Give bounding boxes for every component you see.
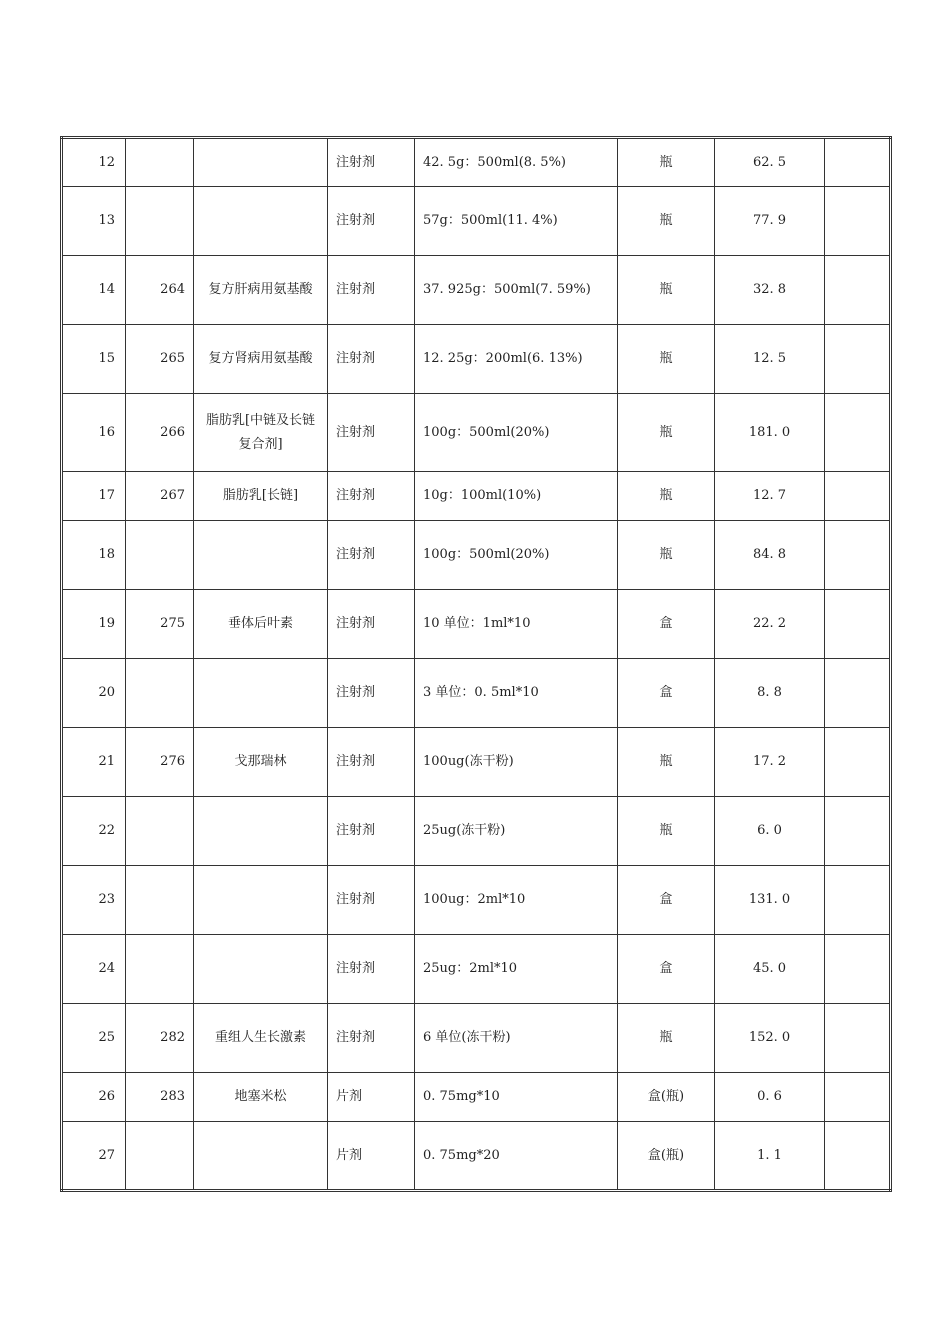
empty-cell — [825, 394, 891, 472]
row-number-cell: 12 — [62, 138, 126, 187]
specification-cell: 25ug：2ml*10 — [415, 935, 618, 1004]
empty-cell — [825, 325, 891, 394]
row-number-cell: 15 — [62, 325, 126, 394]
dosage-form-cell: 注射剂 — [328, 728, 415, 797]
package-unit-cell: 瓶 — [618, 797, 715, 866]
specification-cell: 10g：100ml(10%) — [415, 472, 618, 521]
package-unit-cell: 盒(瓶) — [618, 1122, 715, 1191]
empty-cell — [825, 521, 891, 590]
drug-name-cell — [194, 797, 328, 866]
row-number-cell: 26 — [62, 1073, 126, 1122]
drug-code-cell: 283 — [126, 1073, 194, 1122]
row-number-cell: 14 — [62, 256, 126, 325]
row-number-cell: 24 — [62, 935, 126, 1004]
unit-price-cell: 32. 8 — [715, 256, 825, 325]
empty-cell — [825, 659, 891, 728]
package-unit-cell: 瓶 — [618, 325, 715, 394]
drug-code-cell — [126, 935, 194, 1004]
empty-cell — [825, 1004, 891, 1073]
unit-price-cell: 1. 1 — [715, 1122, 825, 1191]
unit-price-cell: 62. 5 — [715, 138, 825, 187]
table-row — [62, 1073, 891, 1122]
unit-price-cell: 0. 6 — [715, 1073, 825, 1122]
dosage-form-cell: 注射剂 — [328, 394, 415, 472]
unit-price-cell: 45. 0 — [715, 935, 825, 1004]
dosage-form-cell: 注射剂 — [328, 935, 415, 1004]
empty-cell — [825, 138, 891, 187]
package-unit-cell: 瓶 — [618, 472, 715, 521]
package-unit-cell: 盒 — [618, 590, 715, 659]
dosage-form-cell: 注射剂 — [328, 472, 415, 521]
row-number-cell: 22 — [62, 797, 126, 866]
drug-name-cell: 垂体后叶素 — [194, 590, 328, 659]
drug-code-cell — [126, 138, 194, 187]
table-row — [62, 256, 891, 325]
specification-cell: 100ug(冻干粉) — [415, 728, 618, 797]
drug-name-cell: 脂肪乳[长链] — [194, 472, 328, 521]
row-number-cell: 21 — [62, 728, 126, 797]
drug-name-cell: 复方肾病用氨基酸 — [194, 325, 328, 394]
drug-name-cell: 复方肝病用氨基酸 — [194, 256, 328, 325]
dosage-form-cell: 注射剂 — [328, 659, 415, 728]
drug-code-cell: 266 — [126, 394, 194, 472]
empty-cell — [825, 935, 891, 1004]
drug-name-cell: 地塞米松 — [194, 1073, 328, 1122]
dosage-form-cell: 注射剂 — [328, 521, 415, 590]
table-row — [62, 659, 891, 728]
table-row — [62, 472, 891, 521]
drug-price-table — [60, 136, 892, 1192]
table-row — [62, 394, 891, 472]
specification-cell: 100g：500ml(20%) — [415, 394, 618, 472]
empty-cell — [825, 472, 891, 521]
row-number-cell: 27 — [62, 1122, 126, 1191]
table-row — [62, 325, 891, 394]
package-unit-cell: 瓶 — [618, 1004, 715, 1073]
package-unit-cell: 瓶 — [618, 256, 715, 325]
specification-cell: 10 单位：1ml*10 — [415, 590, 618, 659]
specification-cell: 37. 925g：500ml(7. 59%) — [415, 256, 618, 325]
dosage-form-cell: 注射剂 — [328, 256, 415, 325]
specification-cell: 12. 25g：200ml(6. 13%) — [415, 325, 618, 394]
drug-name-cell — [194, 1122, 328, 1191]
package-unit-cell: 瓶 — [618, 521, 715, 590]
table-row — [62, 728, 891, 797]
unit-price-cell: 12. 5 — [715, 325, 825, 394]
table-row — [62, 797, 891, 866]
dosage-form-cell: 注射剂 — [328, 797, 415, 866]
table-row — [62, 935, 891, 1004]
dosage-form-cell: 注射剂 — [328, 1004, 415, 1073]
specification-cell: 57g：500ml(11. 4%) — [415, 187, 618, 256]
table-row — [62, 521, 891, 590]
table-row — [62, 866, 891, 935]
drug-name-cell — [194, 187, 328, 256]
package-unit-cell: 盒 — [618, 659, 715, 728]
package-unit-cell: 盒 — [618, 935, 715, 1004]
specification-cell: 25ug(冻干粉) — [415, 797, 618, 866]
empty-cell — [825, 797, 891, 866]
unit-price-cell: 152. 0 — [715, 1004, 825, 1073]
drug-code-cell: 265 — [126, 325, 194, 394]
package-unit-cell: 盒 — [618, 866, 715, 935]
empty-cell — [825, 256, 891, 325]
table-row — [62, 1004, 891, 1073]
unit-price-cell: 84. 8 — [715, 521, 825, 590]
table-row — [62, 1122, 891, 1191]
drug-code-cell: 264 — [126, 256, 194, 325]
package-unit-cell: 瓶 — [618, 728, 715, 797]
drug-code-cell — [126, 866, 194, 935]
row-number-cell: 20 — [62, 659, 126, 728]
row-number-cell: 18 — [62, 521, 126, 590]
drug-name-cell — [194, 521, 328, 590]
unit-price-cell: 22. 2 — [715, 590, 825, 659]
row-number-cell: 17 — [62, 472, 126, 521]
specification-cell: 0. 75mg*20 — [415, 1122, 618, 1191]
drug-name-cell — [194, 866, 328, 935]
package-unit-cell: 瓶 — [618, 138, 715, 187]
drug-code-cell: 267 — [126, 472, 194, 521]
drug-code-cell — [126, 1122, 194, 1191]
dosage-form-cell: 注射剂 — [328, 187, 415, 256]
table-row — [62, 590, 891, 659]
specification-cell: 0. 75mg*10 — [415, 1073, 618, 1122]
unit-price-cell: 8. 8 — [715, 659, 825, 728]
row-number-cell: 19 — [62, 590, 126, 659]
drug-name-cell — [194, 138, 328, 187]
specification-cell: 42. 5g：500ml(8. 5%) — [415, 138, 618, 187]
dosage-form-cell: 注射剂 — [328, 138, 415, 187]
unit-price-cell: 77. 9 — [715, 187, 825, 256]
drug-code-cell — [126, 521, 194, 590]
drug-code-cell — [126, 659, 194, 728]
unit-price-cell: 181. 0 — [715, 394, 825, 472]
package-unit-cell: 盒(瓶) — [618, 1073, 715, 1122]
table-row — [62, 187, 891, 256]
empty-cell — [825, 590, 891, 659]
drug-name-cell: 脂肪乳[中链及长链复合剂] — [194, 394, 328, 472]
package-unit-cell: 瓶 — [618, 394, 715, 472]
drug-code-cell: 276 — [126, 728, 194, 797]
dosage-form-cell: 注射剂 — [328, 325, 415, 394]
empty-cell — [825, 1122, 891, 1191]
drug-name-cell — [194, 659, 328, 728]
row-number-cell: 25 — [62, 1004, 126, 1073]
unit-price-cell: 17. 2 — [715, 728, 825, 797]
drug-code-cell: 275 — [126, 590, 194, 659]
drug-name-cell: 重组人生长激素 — [194, 1004, 328, 1073]
unit-price-cell: 131. 0 — [715, 866, 825, 935]
empty-cell — [825, 728, 891, 797]
empty-cell — [825, 1073, 891, 1122]
dosage-form-cell: 片剂 — [328, 1073, 415, 1122]
unit-price-cell: 6. 0 — [715, 797, 825, 866]
specification-cell: 6 单位(冻干粉) — [415, 1004, 618, 1073]
row-number-cell: 23 — [62, 866, 126, 935]
drug-code-cell — [126, 797, 194, 866]
drug-name-cell — [194, 935, 328, 1004]
drug-name-cell: 戈那瑞林 — [194, 728, 328, 797]
unit-price-cell: 12. 7 — [715, 472, 825, 521]
row-number-cell: 16 — [62, 394, 126, 472]
specification-cell: 100ug：2ml*10 — [415, 866, 618, 935]
drug-code-cell: 282 — [126, 1004, 194, 1073]
row-number-cell: 13 — [62, 187, 126, 256]
dosage-form-cell: 注射剂 — [328, 590, 415, 659]
specification-cell: 3 单位：0. 5ml*10 — [415, 659, 618, 728]
empty-cell — [825, 187, 891, 256]
drug-code-cell — [126, 187, 194, 256]
dosage-form-cell: 片剂 — [328, 1122, 415, 1191]
empty-cell — [825, 866, 891, 935]
dosage-form-cell: 注射剂 — [328, 866, 415, 935]
package-unit-cell: 瓶 — [618, 187, 715, 256]
specification-cell: 100g：500ml(20%) — [415, 521, 618, 590]
table-body — [62, 138, 891, 1191]
table-row — [62, 138, 891, 187]
